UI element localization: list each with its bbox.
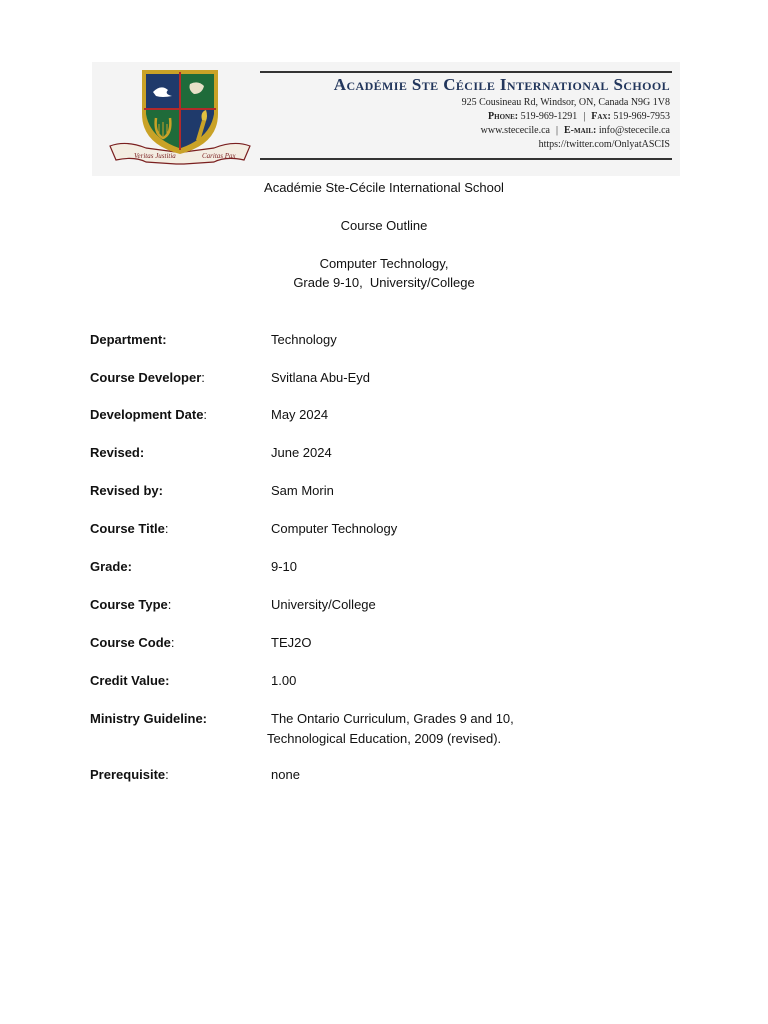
field-value: Technology bbox=[271, 332, 337, 347]
field-label: Course Type: bbox=[90, 597, 172, 612]
field-row-grade bbox=[90, 559, 690, 579]
field-value: May 2024 bbox=[271, 407, 329, 422]
letterhead-text bbox=[260, 66, 672, 166]
school-name-heading: Académie Ste Cécile International School bbox=[333, 75, 670, 94]
document-title: Course Outline bbox=[340, 218, 428, 233]
field-row-course-developer bbox=[90, 370, 690, 390]
field-row-course-type bbox=[90, 597, 690, 617]
website-link[interactable]: www.stececile.ca bbox=[480, 125, 550, 136]
field-value: TEJ2O bbox=[271, 635, 312, 650]
field-label: Course Developer: bbox=[90, 370, 205, 385]
field-value: University/College bbox=[271, 597, 376, 612]
field-value-line2: Technological Education, 2009 (revised). bbox=[267, 731, 502, 746]
contact-phone-fax: Phone: 519-969-1291 | Fax: 519-969-7953 bbox=[488, 111, 670, 122]
fax-number: 519-969-7953 bbox=[613, 111, 670, 122]
field-label: Credit Value: bbox=[90, 673, 170, 688]
field-label: Course Title: bbox=[90, 521, 169, 536]
field-label: Ministry Guideline: bbox=[90, 711, 208, 726]
field-row-revised bbox=[90, 445, 690, 465]
field-row-development-date bbox=[90, 407, 690, 427]
field-value-line1: The Ontario Curriculum, Grades 9 and 10, bbox=[271, 711, 514, 726]
twitter-link[interactable]: https://twitter.com/OnlyatASCIS bbox=[538, 139, 670, 150]
letterhead-top-rule bbox=[260, 71, 672, 73]
field-row-credit-value bbox=[90, 673, 690, 693]
field-value: 9-10 bbox=[271, 559, 298, 574]
school-crest-logo bbox=[106, 64, 254, 168]
fax-label: Fax: bbox=[591, 111, 611, 122]
field-row-ministry-guideline bbox=[90, 711, 690, 751]
field-row-course-title bbox=[90, 521, 690, 541]
email-link[interactable]: info@stececile.ca bbox=[598, 125, 670, 136]
field-value: June 2024 bbox=[271, 445, 332, 460]
phone-label: Phone: bbox=[488, 111, 519, 122]
field-row-revised-by bbox=[90, 483, 690, 503]
crest-motto-left: Veritas Justitia bbox=[134, 152, 176, 160]
field-row-prerequisite bbox=[90, 767, 690, 787]
field-row-course-code bbox=[90, 635, 690, 655]
school-title: Académie Ste-Cécile International School bbox=[264, 180, 504, 195]
email-label: E-mail: bbox=[563, 125, 597, 136]
contact-web-email: www.stececile.ca | E-mail: info@stececile.ca bbox=[480, 125, 670, 136]
field-label: Course Code: bbox=[90, 635, 175, 650]
field-label: Department: bbox=[90, 332, 167, 347]
field-label: Development Date: bbox=[90, 407, 208, 422]
school-address: 925 Cousineau Rd, Windsor, ON, Canada N9G 1V8 bbox=[461, 97, 670, 108]
field-label: Revised by: bbox=[90, 483, 163, 498]
field-label: Grade: bbox=[90, 559, 132, 574]
course-name-line: Computer Technology, bbox=[319, 256, 449, 271]
field-value: none bbox=[271, 767, 300, 782]
letterhead bbox=[92, 62, 680, 176]
field-value: Computer Technology bbox=[271, 521, 398, 536]
field-value: 1.00 bbox=[271, 673, 297, 688]
field-value: Sam Morin bbox=[271, 483, 334, 498]
letterhead-bottom-rule bbox=[260, 158, 672, 160]
field-label: Revised: bbox=[90, 445, 145, 460]
field-row-department bbox=[90, 332, 690, 352]
field-label: Prerequisite: bbox=[90, 767, 169, 782]
field-value: Svitlana Abu-Eyd bbox=[271, 370, 371, 385]
course-grade-line: Grade 9-10, University/College bbox=[293, 275, 475, 290]
phone-number: 519-969-1291 bbox=[520, 111, 578, 122]
crest-motto-right: Caritas Pax bbox=[202, 152, 236, 160]
